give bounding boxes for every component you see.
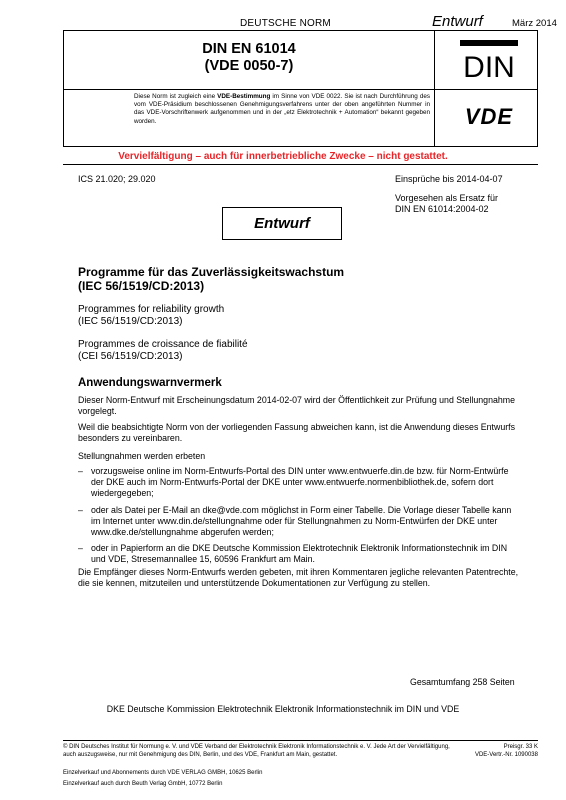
copyright-notice: © DIN Deutsches Institut für Normung e. V. und VDE Verband der Elektrotechnik Elektronik Informationstechnik e. V. Jede Art der Vervielfältigung, auch auszugsweise, nur mit Genehmigung des DIN, Berlin, und des VDE, Frankfurt am Main, gestattet.: [63, 744, 450, 758]
vde-number: (VDE 0050-7): [204, 58, 294, 74]
norm-number-block: [64, 41, 434, 75]
list-item-text: oder als Datei per E-Mail an dke@vde.com möglichst in Form einer Tabelle. Die Vorlage dieser Tabelle kann im Internet unter www.din.de/stellungnahme oder für Stellungnahmen zu Norm-Entwürfen der DKE unter www.dke.de/stellungnahme abgerufen werden;: [91, 505, 512, 537]
replacement-note-line1: Vorgesehen als Ersatz für: [395, 193, 499, 203]
vde-note-post: im Sinne von VDE 0022. Sie ist nach Durchführung des vom VDE-Präsidium beschlossenen Genehmigungsverfahrens unter der oben angeführten Nummer in das VDE-Vorschriftenwerk aufgenommen und in der „etz Elektrotechnik + Automation“ bekannt gegeben worden.: [134, 93, 431, 125]
bullet-dash: –: [78, 466, 83, 476]
draft-box: Entwurf: [222, 207, 342, 240]
title-english: [78, 304, 498, 328]
committee-name: DKE Deutsche Kommission Elektrotechnik Elektronik Informationstechnik im DIN und VDE: [106, 704, 460, 714]
application-warning-paragraph: Weil die beabsichtigte Norm von der vorliegenden Fassung abweichen kann, ist die Anwendung dieses Entwurfs besonders zu vereinbaren.: [78, 422, 516, 443]
vde-note-bold: VDE-Bestimmung: [217, 93, 271, 100]
frame-divider-horizontal: [64, 89, 538, 90]
replacement-note: [395, 193, 525, 215]
price-group: Preisgr. 33 K: [503, 744, 538, 750]
replacement-note-line2: DIN EN 61014:2004-02: [395, 204, 489, 214]
bullet-dash: –: [78, 505, 83, 515]
title-french-line1: Programmes de croissance de fiabilité: [78, 339, 248, 350]
vde-note-pre: Diese Norm ist zugleich eine: [134, 93, 218, 100]
application-warning-paragraph: Dieser Norm-Entwurf mit Erscheinungsdatum 2014-02-07 wird der Öffentlichkeit zur Prüfung und Stellungnahme vorgelegt.: [78, 395, 515, 416]
ics-codes: ICS 21.020; 29.020: [78, 174, 156, 184]
vde-logo: [450, 103, 528, 129]
title-french-line2: (CEI 56/1519/CD:2013): [78, 351, 183, 362]
title-german-line2: (IEC 56/1519/CD:2013): [78, 279, 205, 293]
title-german: [78, 265, 498, 293]
list-item: [78, 466, 523, 499]
norm-number: DIN EN 61014: [202, 41, 296, 57]
din-logo-text: DIN: [463, 51, 515, 81]
list-item-text: vorzugsweise online im Norm-Entwurfs-Portal des DIN unter www.entwuerfe.din.de bzw. für Norm-Entwürfe der DKE auch im Norm-Entwurfs-Portal der DKE unter www.entwuerfe.normenbibliothek.de, sofern dort wiedergegeben;: [91, 466, 509, 498]
din-logo: [459, 39, 519, 81]
standard-type-label: DEUTSCHE NORM: [240, 18, 331, 29]
title-frame: [63, 30, 538, 147]
vde-logo-text: VDE: [464, 104, 514, 129]
title-german-line1: Programme für das Zuverlässigkeitswachstum: [78, 265, 345, 279]
application-warning-heading: Anwendungswarnvermerk: [78, 377, 222, 389]
patent-note: Die Empfänger dieses Norm-Entwurfs werden gebeten, mit ihren Kommentaren jegliche relevanten Patentrechte, die sie kennen, mitzuteilen und unterstützende Dokumentationen zur Verfügung zu stellen.: [78, 567, 519, 588]
title-english-line2: (IEC 56/1519/CD:2013): [78, 316, 183, 327]
divider-top: [63, 164, 538, 165]
copy-warning: Vervielfältigung – auch für innerbetriebliche Zwecke – nicht gestattet.: [118, 151, 448, 162]
list-item: [78, 543, 523, 565]
divider-bottom: [63, 740, 538, 741]
draft-status-label: Entwurf: [432, 13, 483, 30]
list-item-text: oder in Papierform an die DKE Deutsche Kommission Elektrotechnik Elektronik Informationstechnik im DIN und VDE, Stresemannallee 15, 60596 Frankfurt am Main.: [91, 543, 508, 564]
list-item: [78, 505, 523, 538]
comments-intro: Stellungnahmen werden erbeten: [78, 451, 206, 461]
sales-note: Einzelverkauf und Abonnements durch VDE VERLAG GMBH, 10625 Berlin: [63, 770, 263, 776]
sales-note: Einzelverkauf auch durch Beuth Verlag GmbH, 10772 Berlin: [63, 781, 223, 787]
bullet-dash: –: [78, 543, 83, 553]
vde-order-number: VDE-Vertr.-Nr. 1090038: [474, 752, 538, 758]
issue-date: März 2014: [512, 18, 557, 29]
title-french: [78, 339, 498, 363]
total-pages: Gesamtumfang 258 Seiten: [410, 677, 515, 687]
title-english-line1: Programmes for reliability growth: [78, 304, 225, 315]
vde-note: [134, 93, 430, 126]
objection-deadline: Einsprüche bis 2014-04-07: [395, 174, 503, 184]
